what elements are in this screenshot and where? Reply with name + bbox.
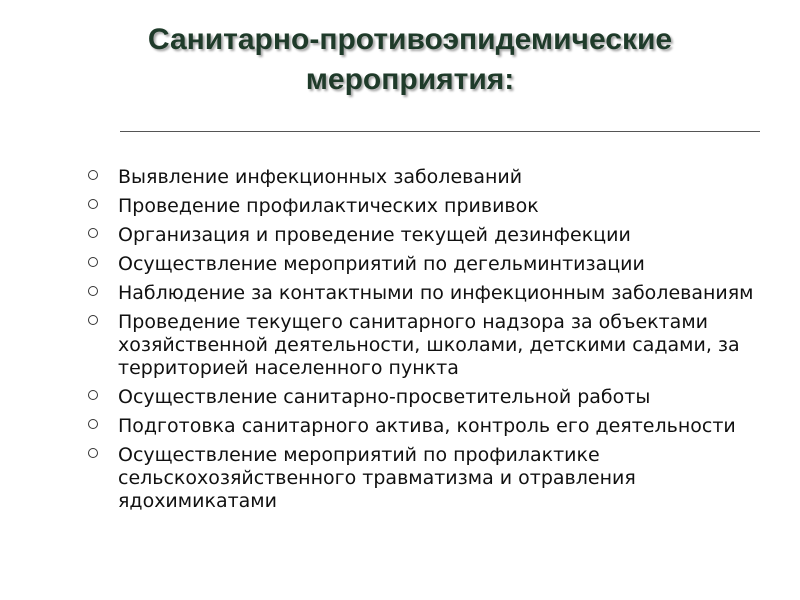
hollow-circle-bullet-icon: [88, 170, 98, 180]
bullet-list: [88, 166, 788, 519]
list-item: [88, 195, 788, 218]
list-item: [88, 224, 788, 247]
list-item-text: Подготовка санитарного актива, контроль его деятельности: [118, 415, 736, 437]
list-item: [88, 253, 788, 276]
list-item-text: Осуществление мероприятий по профилактике сельскохозяйственного травматизма и отравления ядохимикатами: [118, 444, 636, 512]
list-item-text: Проведение текущего санитарного надзора за объектами хозяйственной деятельности, школами, детскими садами, за территорией населенного пункта: [118, 311, 740, 379]
list-item-text: Осуществление санитарно-просветительной работы: [118, 386, 651, 408]
list-item-text: Осуществление мероприятий по дегельминтизации: [118, 253, 645, 275]
hollow-circle-bullet-icon: [88, 419, 98, 429]
list-item: [88, 282, 788, 305]
hollow-circle-bullet-icon: [88, 199, 98, 209]
list-item: [88, 166, 788, 189]
hollow-circle-bullet-icon: [88, 448, 98, 458]
hollow-circle-bullet-icon: [88, 390, 98, 400]
title-divider: [120, 131, 760, 132]
list-item: [88, 311, 788, 380]
list-item: [88, 444, 788, 513]
list-item-text: Выявление инфекционных заболеваний: [118, 166, 523, 188]
list-item-text: Проведение профилактических прививок: [118, 195, 539, 217]
hollow-circle-bullet-icon: [88, 315, 98, 325]
list-item: [88, 415, 788, 438]
hollow-circle-bullet-icon: [88, 286, 98, 296]
list-item-text: Организация и проведение текущей дезинфекции: [118, 224, 631, 246]
hollow-circle-bullet-icon: [88, 257, 98, 267]
slide-title: Санитарно-противоэпидемические мероприятия:: [147, 23, 673, 96]
hollow-circle-bullet-icon: [88, 228, 98, 238]
list-item: [88, 386, 788, 409]
list-item-text: Наблюдение за контактными по инфекционным заболеваниям: [118, 282, 754, 304]
